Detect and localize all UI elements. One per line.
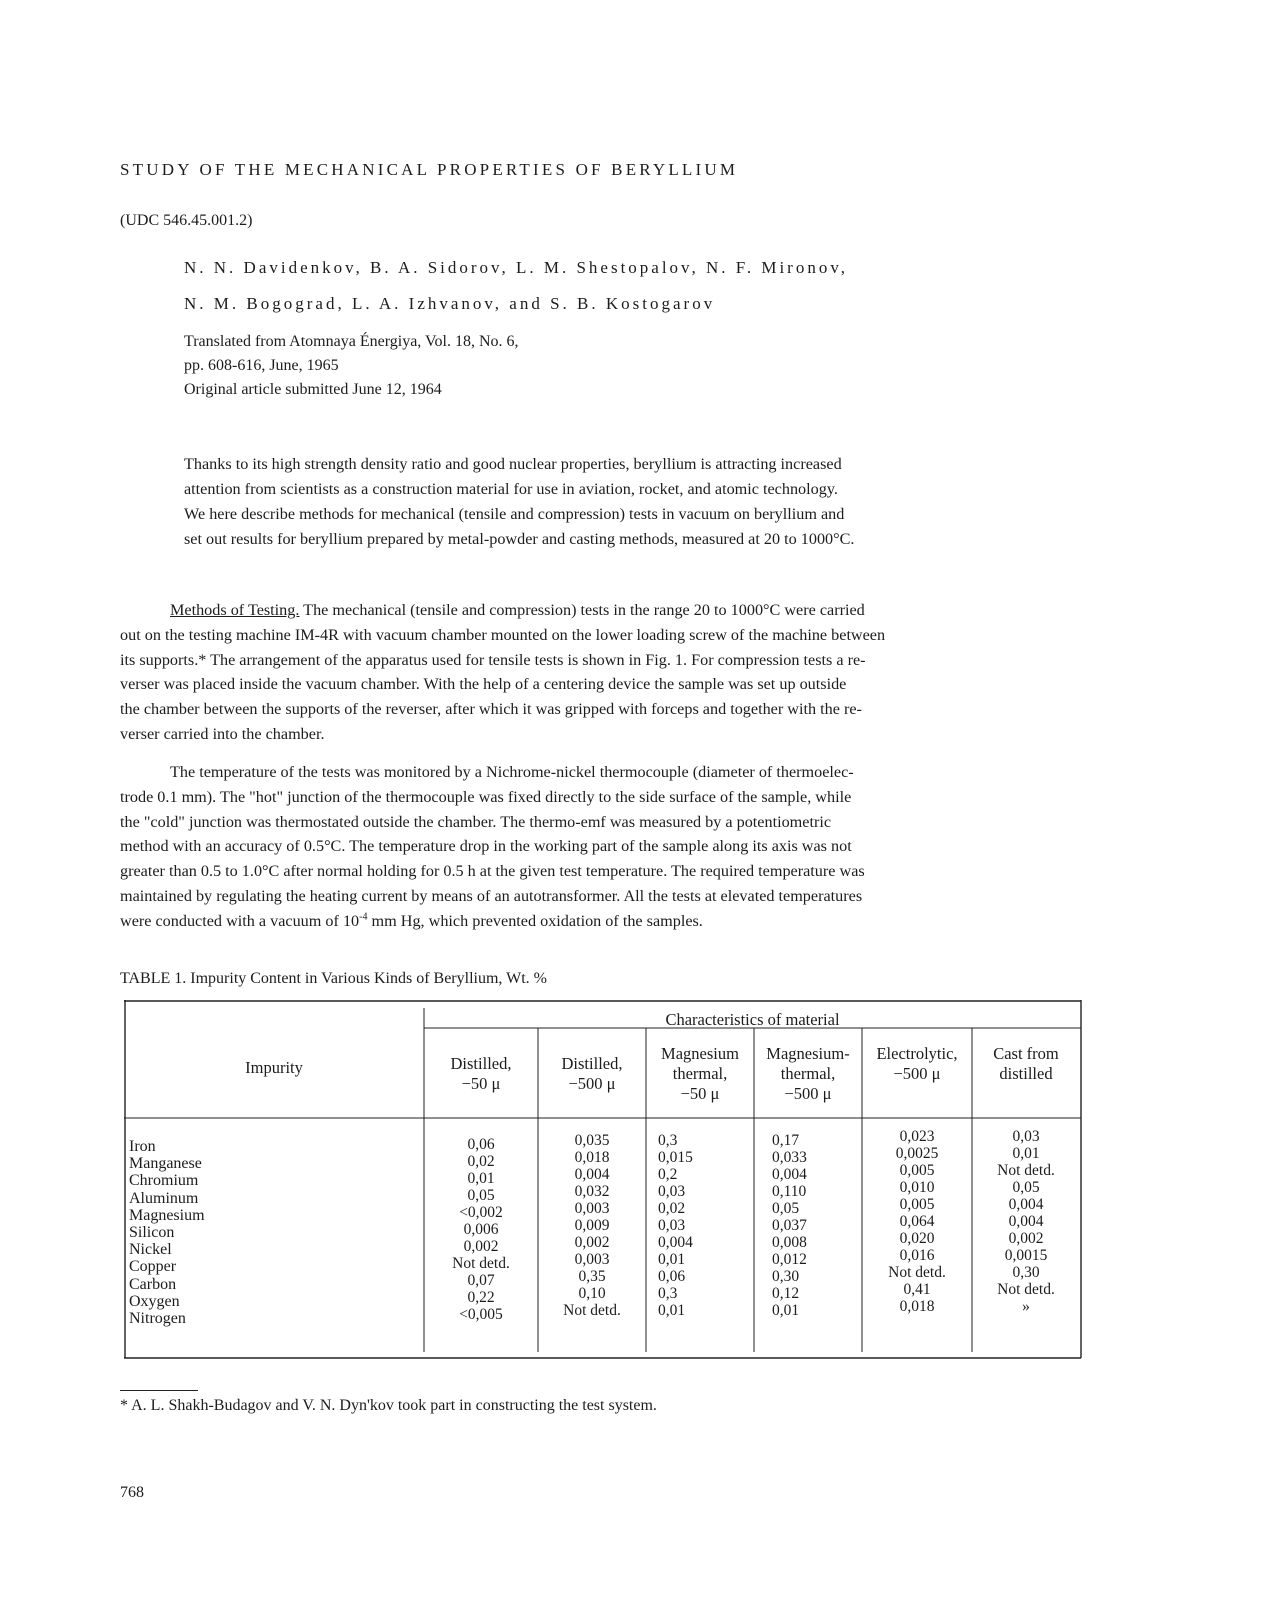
- paper-title: STUDY OF THE MECHANICAL PROPERTIES OF BERYLLIUM: [120, 160, 739, 179]
- table-cell: 0,010: [899, 1179, 935, 1196]
- table-cell: 0,110: [772, 1183, 807, 1200]
- table-cell: 0,01: [467, 1170, 495, 1187]
- impurity-name: Copper: [129, 1258, 177, 1276]
- authors-line-1: N. N. Davidenkov, B. A. Sidorov, L. M. Shestopalov, N. F. Mironov,: [184, 258, 848, 277]
- table-cell: 0,35: [578, 1268, 606, 1285]
- impurity-name: Manganese: [129, 1155, 202, 1173]
- table-cell: 0,01: [658, 1251, 686, 1268]
- table-cell: 0,037: [772, 1217, 807, 1234]
- table-cell: 0,004: [574, 1166, 610, 1183]
- impurity-table: [124, 1000, 1082, 1360]
- table-cell: 0,05: [467, 1187, 495, 1204]
- impurity-name: Aluminum: [129, 1189, 199, 1207]
- translation-line: pp. 608-616, June, 1965: [184, 357, 339, 374]
- paragraph-line: were conducted with a vacuum of $10^{-4}$ mm Hg, which prevented oxidation of the samples.: [120, 911, 703, 930]
- table-cell: 0,002: [1008, 1230, 1044, 1247]
- values-column-distilled-50: [424, 1136, 538, 1323]
- impurity-column-header: Impurity: [245, 1058, 303, 1077]
- paragraph-line: method with an accuracy of 0.5°C. The temperature drop in the working part of the sample along its axis was not: [120, 837, 852, 856]
- footnote: * A. L. Shakh-Budagov and V. N. Dyn'kov took part in constructing the test system.: [120, 1397, 657, 1414]
- abstract-line: We here describe methods for mechanical (tensile and compression) tests in vacuum on beryllium and: [184, 505, 845, 523]
- table-cell: 0,01: [772, 1302, 800, 1319]
- table-cell: Not detd.: [888, 1264, 946, 1281]
- translation-line: Original article submitted June 12, 1964: [184, 381, 442, 398]
- table-cell: 0,003: [574, 1200, 610, 1217]
- table-cell: 0,02: [658, 1200, 686, 1217]
- table-cell: 0,002: [463, 1238, 499, 1255]
- table-cell: 0,006: [463, 1221, 499, 1238]
- table-cell: Not detd.: [563, 1302, 621, 1319]
- table-cell: 0,003: [574, 1251, 610, 1268]
- table-cell: Not detd.: [452, 1255, 510, 1272]
- column-header-electrolytic: Electrolytic, −500 μ: [876, 1044, 958, 1083]
- paragraph-line: trode 0.1 mm). The "hot" junction of the thermocouple was fixed directly to the side surface of the sample, while: [120, 787, 852, 806]
- table-cell: 0,0025: [895, 1145, 939, 1162]
- paragraph-line: the "cold" junction was thermostated outside the chamber. The thermo-emf was measured by a potentiometric: [120, 812, 832, 831]
- footnote-rule: [120, 1390, 198, 1391]
- table-cell: 0,10: [578, 1285, 606, 1302]
- column-header-distilled-500: Distilled, −500 μ: [561, 1054, 623, 1093]
- section-heading: Methods of Testing.: [170, 601, 300, 619]
- temperature-paragraph: [120, 760, 1110, 934]
- table-cell: 0,0015: [1004, 1247, 1048, 1264]
- column-header-magnesium-thermal-500: Magnesium- thermal, −500 μ: [766, 1044, 850, 1103]
- udc-code: (UDC 546.45.001.2): [120, 212, 253, 229]
- abstract-line: set out results for beryllium prepared by metal-powder and casting methods, measured at 20 to 1000°C.: [184, 530, 855, 548]
- table-cell: 0,009: [574, 1217, 610, 1234]
- impurity-name: Silicon: [129, 1224, 175, 1242]
- table-cell: 0,004: [1008, 1213, 1044, 1230]
- table-cell: <0,002: [459, 1204, 503, 1221]
- table-cell: 0,22: [467, 1289, 495, 1306]
- group-header: Characteristics of material: [665, 1010, 840, 1029]
- abstract-line: attention from scientists as a construction material for use in aviation, rocket, and atomic technology.: [184, 480, 838, 498]
- table-cell: 0,06: [658, 1268, 686, 1285]
- translation-note: [184, 330, 519, 402]
- authors-line-2: N. M. Bogograd, L. A. Izhvanov, and S. B. Kostogarov: [184, 294, 716, 313]
- table-cell: 0,01: [658, 1302, 686, 1319]
- table-cell: 0,005: [899, 1196, 935, 1213]
- table-cell: 0,018: [899, 1298, 935, 1315]
- paragraph-line: its supports.* The arrangement of the apparatus used for tensile tests is shown in Fig. 1. For compression tests a re-: [120, 650, 866, 669]
- table-cell: »: [1022, 1298, 1030, 1315]
- values-column-magnesium-thermal-50: [646, 1132, 754, 1319]
- table-caption: TABLE 1. Impurity Content in Various Kinds of Beryllium, Wt. %: [120, 970, 547, 987]
- table-cell: 0,41: [903, 1281, 931, 1298]
- table-cell: 0,17: [772, 1132, 800, 1149]
- table-cell: 0,023: [899, 1128, 935, 1145]
- table-cell: 0,2: [658, 1166, 678, 1183]
- column-header-cast-from-distilled: Cast from distilled: [993, 1044, 1059, 1083]
- column-header-distilled-50: Distilled, −50 μ: [450, 1054, 512, 1093]
- page-number: 768: [120, 1484, 144, 1501]
- table-cell: Not detd.: [997, 1162, 1055, 1179]
- impurity-name: Iron: [129, 1138, 156, 1155]
- table-cell: 0,3: [658, 1285, 678, 1302]
- impurity-name: Chromium: [129, 1172, 199, 1190]
- table-cell: 0,033: [772, 1149, 807, 1166]
- values-column-cast-from-distilled: [972, 1128, 1080, 1315]
- table-cell: 0,004: [658, 1234, 693, 1251]
- table-cell: 0,3: [658, 1132, 678, 1149]
- table-cell: 0,005: [899, 1162, 935, 1179]
- impurity-name: Oxygen: [129, 1292, 180, 1310]
- paragraph-line: The temperature of the tests was monitored by a Nichrome-nickel thermocouple (diameter of thermoelec-: [170, 763, 854, 781]
- table-cell: 0,020: [899, 1230, 935, 1247]
- table-cell: 0,004: [772, 1166, 807, 1183]
- table-cell: 0,016: [899, 1247, 935, 1264]
- table-cell: 0,07: [467, 1272, 495, 1289]
- table-cell: 0,002: [574, 1234, 610, 1251]
- table-cell: 0,012: [772, 1251, 807, 1268]
- abstract-line: Thanks to its high strength density ratio and good nuclear properties, beryllium is attracting increased: [184, 455, 842, 473]
- paragraph-first-line: Methods of Testing. The mechanical (tensile and compression) tests in the range 20 to 1000°C were carried: [170, 601, 865, 619]
- table-cell: 0,30: [772, 1268, 800, 1285]
- values-column-magnesium-thermal-500: [754, 1132, 862, 1319]
- table-cell: 0,02: [467, 1153, 495, 1170]
- table-cell: 0,064: [899, 1213, 935, 1230]
- table-cell: 0,032: [574, 1183, 610, 1200]
- abstract: [184, 452, 1064, 552]
- table-cell: 0,01: [1012, 1145, 1040, 1162]
- translation-line: Translated from Atomnaya Énergiya, Vol. 18, No. 6,: [184, 333, 519, 350]
- impurity-names: [129, 1138, 205, 1327]
- impurity-name: Magnesium: [129, 1206, 205, 1224]
- impurity-name: Nitrogen: [129, 1310, 186, 1328]
- table-cell: 0,018: [574, 1149, 610, 1166]
- table-cell: 0,015: [658, 1149, 693, 1166]
- paragraph-line: verser was placed inside the vacuum chamber. With the help of a centering device the sample was set up outside: [120, 675, 847, 694]
- table-cell: 0,03: [658, 1217, 686, 1234]
- table-cell: <0,005: [459, 1306, 503, 1323]
- methods-paragraph: [120, 598, 1110, 747]
- table-cell: 0,06: [467, 1136, 495, 1153]
- paragraph-line: verser carried into the chamber.: [120, 724, 325, 743]
- table-cell: 0,004: [1008, 1196, 1044, 1213]
- impurity-name: Carbon: [129, 1275, 177, 1293]
- table-cell: 0,05: [772, 1200, 800, 1217]
- table-cell: 0,30: [1012, 1264, 1040, 1281]
- paragraph-line: greater than 0.5 to 1.0°C after normal holding for 0.5 h at the given test temperature. The required temperature was: [120, 862, 865, 881]
- table-cell: 0,12: [772, 1285, 800, 1302]
- table-cell: 0,035: [574, 1132, 610, 1149]
- column-header-magnesium-thermal-50: Magnesium thermal, −50 μ: [661, 1044, 739, 1103]
- table-cell: 0,008: [772, 1234, 807, 1251]
- table-cell: 0,03: [1012, 1128, 1040, 1145]
- impurity-name: Nickel: [129, 1241, 172, 1259]
- paragraph-line: out on the testing machine IM-4R with vacuum chamber mounted on the lower loading screw of the machine between: [120, 625, 886, 644]
- paragraph-line: maintained by regulating the heating current by means of an autotransformer. All the tests at elevated temperatures: [120, 886, 863, 905]
- table-cell: 0,05: [1012, 1179, 1040, 1196]
- table-cell: Not detd.: [997, 1281, 1055, 1298]
- values-column-electrolytic: [862, 1128, 972, 1315]
- table-cell: 0,03: [658, 1183, 686, 1200]
- paragraph-line: the chamber between the supports of the reverser, after which it was gripped with forceps and together with the re-: [120, 700, 862, 719]
- values-column-distilled-500: [538, 1132, 646, 1319]
